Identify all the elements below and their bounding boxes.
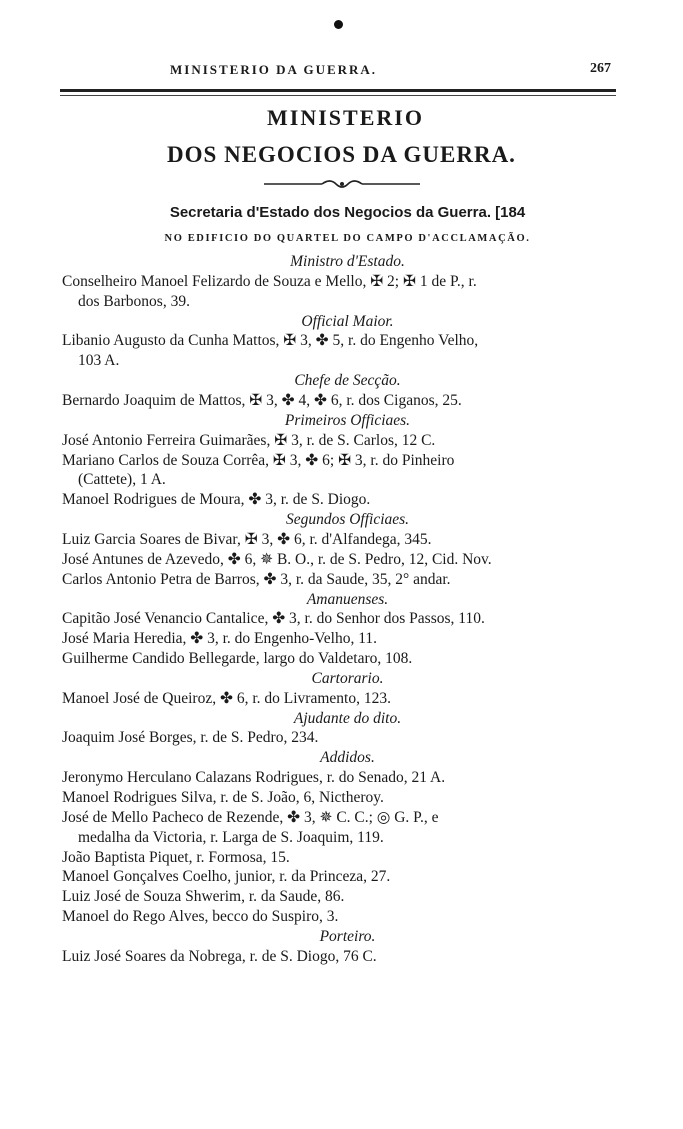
staff-entry: Conselheiro Manoel Felizardo de Souza e Mello, ✠ 2; ✠ 1 de P., r. [62, 272, 477, 290]
section-heading: Ministro d'Estado. [290, 253, 405, 270]
staff-entry: Luiz José de Souza Shwerim, r. da Saude, 86. [62, 888, 345, 906]
secretaria-line: Secretaria d'Estado dos Negocios da Guerra. [184 [169, 204, 526, 221]
staff-entry: Manoel José de Queiroz, ✤ 6, r. do Livramento, 123. [62, 689, 391, 707]
staff-entry: Joaquim José Borges, r. de S. Pedro, 234. [62, 729, 319, 747]
header-rule-thick [60, 89, 616, 92]
section-heading: Primeiros Officiaes. [284, 411, 411, 429]
section-heading: Chefe de Secção. [294, 372, 401, 390]
staff-entry: Manoel Gonçalves Coelho, junior, r. da Princeza, 27. [62, 868, 391, 886]
ornament-dot [334, 20, 343, 29]
staff-entry: Mariano Carlos de Souza Corrêa, ✠ 3, ✤ 6; ✠ 3, r. do Pinheiro [62, 451, 455, 469]
staff-entry: Manoel Rodrigues Silva, r. de S. João, 6, Nictheroy. [62, 789, 384, 806]
section-heading: Addidos. [320, 749, 375, 767]
staff-entry: Carlos Antonio Petra de Barros, ✤ 3, r. da Saude, 35, 2° andar. [62, 570, 451, 588]
section-heading: Official Maior. [301, 312, 394, 330]
staff-entry: Libanio Augusto da Cunha Mattos, ✠ 3, ✤ 5, r. do Engenho Velho, [62, 332, 479, 350]
staff-entry: Manoel Rodrigues de Moura, ✤ 3, r. de S. Diogo. [62, 491, 371, 509]
staff-entry: Bernardo Joaquim de Mattos, ✠ 3, ✤ 4, ✤ 6, r. dos Ciganos, 25. [62, 392, 462, 409]
staff-entry: José Antunes de Azevedo, ✤ 6, ✵ B. O., r. de S. Pedro, 12, Cid. Nov. [62, 550, 492, 568]
entry-continuation: 103 A. [78, 352, 120, 370]
edificio-line: NO EDIFICIO DO QUARTEL DO CAMPO D'ACCLAMAÇÃO. [164, 233, 531, 244]
entry-continuation: (Cattete), 1 A. [78, 471, 166, 489]
staff-entry: José de Mello Pacheco de Rezende, ✤ 3, ✵ C. C.; ◎ G. P., e [62, 808, 439, 826]
staff-entry: Jeronymo Herculano Calazans Rodrigues, r. do Senado, 21 A. [62, 769, 446, 787]
title-line-1: MINISTERIO [267, 105, 424, 130]
staff-entry: Luiz José Soares da Nobrega, r. de S. Diogo, 76 C. [62, 947, 377, 965]
ornament-rule [264, 178, 420, 190]
section-heading: Amanuenses. [306, 590, 389, 608]
section-heading: Segundos Officiaes. [285, 511, 410, 529]
page-number: 267 [590, 61, 611, 76]
running-head: MINISTERIO DA GUERRA. [170, 62, 378, 77]
title-line-2: DOS NEGOCIOS DA GUERRA. [167, 142, 516, 167]
entry-continuation: medalha da Victoria, r. Larga de S. Joaquim, 119. [78, 828, 384, 846]
header-rule-thin [60, 95, 616, 96]
staff-entry: Capitão José Venancio Cantalice, ✤ 3, r. do Senhor dos Passos, 110. [62, 610, 485, 628]
section-heading: Porteiro. [319, 927, 376, 945]
section-heading: Cartorario. [311, 669, 384, 687]
staff-entry: José Antonio Ferreira Guimarães, ✠ 3, r. de S. Carlos, 12 C. [62, 431, 436, 449]
staff-entry: Luiz Garcia Soares de Bivar, ✠ 3, ✤ 6, r. d'Alfandega, 345. [62, 530, 432, 548]
section-heading: Ajudante do dito. [293, 709, 402, 727]
staff-entry: Manoel do Rego Alves, becco do Suspiro, 3. [62, 908, 339, 926]
staff-entry: José Maria Heredia, ✤ 3, r. do Engenho-Velho, 11. [62, 630, 378, 648]
entry-continuation: dos Barbonos, 39. [78, 292, 190, 310]
staff-entry: João Baptista Piquet, r. Formosa, 15. [62, 848, 290, 866]
staff-entry: Guilherme Candido Bellegarde, largo do Valdetaro, 108. [62, 650, 413, 667]
